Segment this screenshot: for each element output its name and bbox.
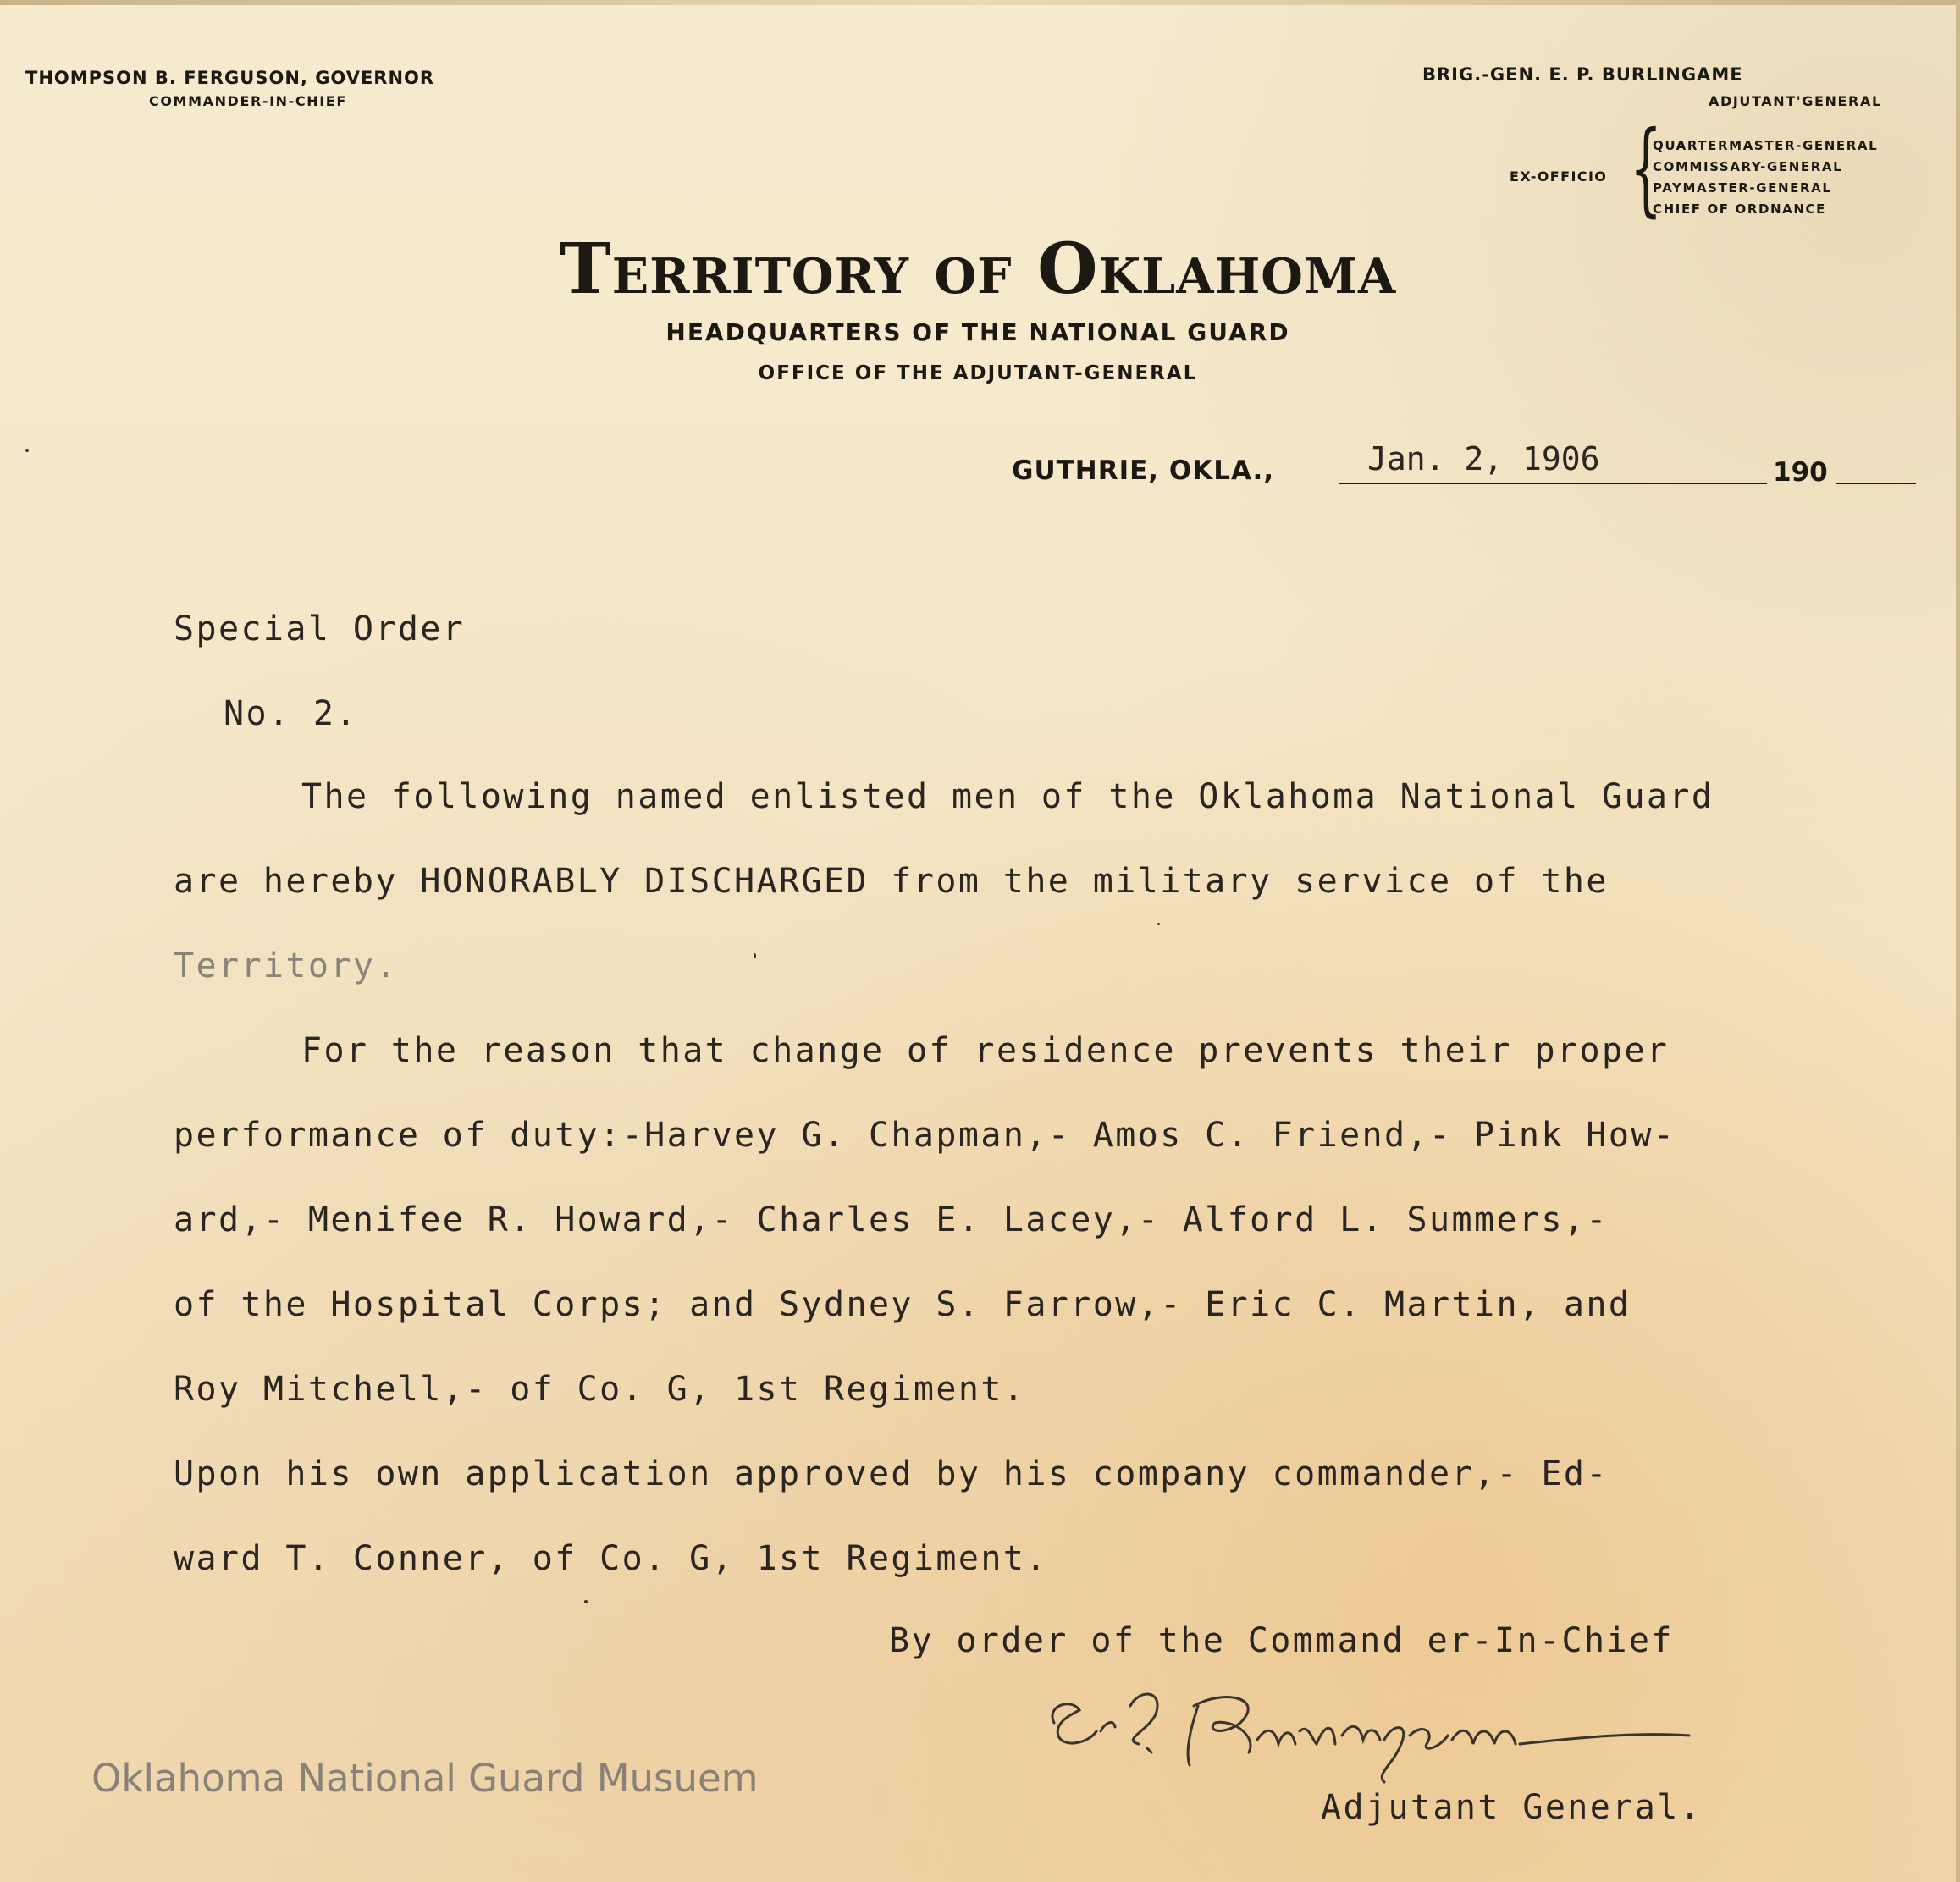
body-line: Roy Mitchell,- of Co. G, 1st Regiment.	[174, 1370, 1026, 1409]
dateline-place: GUTHRIE, OKLA.,	[1012, 455, 1275, 486]
by-order-line: By order of the Command er-In-Chief	[889, 1621, 1674, 1660]
signature	[1020, 1672, 1748, 1791]
body-line: performance of duty:-Harvey G. Chapman,- Amos C. Friend,- Pink How-	[174, 1116, 1676, 1155]
general-title: ADJUTANT'GENERAL	[1709, 93, 1882, 109]
ex-officio-role: PAYMASTER-GENERAL	[1653, 180, 1832, 196]
body-line: The following named enlisted men of the Oklahoma National Guard	[301, 777, 1714, 816]
dateline-date: Jan. 2, 1906	[1367, 440, 1600, 477]
governor-title: COMMANDER-IN-CHIEF	[149, 93, 347, 109]
paper-top-edge	[0, 0, 1960, 5]
body-line: are hereby HONORABLY DISCHARGED from the military service of the	[174, 862, 1609, 901]
order-number: No. 2.	[224, 694, 358, 733]
paper-speck	[25, 449, 29, 452]
body-line: ard,- Menifee R. Howard,- Charles E. Lacey,- Alford L. Summers,-	[174, 1200, 1609, 1239]
paper-right-edge	[1956, 0, 1960, 1882]
body-line: ward T. Conner, of Co. G, 1st Regiment.	[174, 1539, 1048, 1578]
year-underline	[1836, 483, 1916, 484]
letterhead-subtitle: HEADQUARTERS OF THE NATIONAL GUARD	[665, 318, 1290, 346]
governor-name: THOMPSON B. FERGUSON, GOVERNOR	[25, 68, 435, 88]
curly-brace-icon: {	[1630, 110, 1663, 228]
letterhead-title: Territory of Oklahoma	[559, 229, 1397, 310]
ex-officio-role: CHIEF OF ORDNANCE	[1653, 201, 1827, 217]
body-line: Upon his own application approved by his company commander,- Ed-	[174, 1454, 1609, 1493]
museum-watermark: Oklahoma National Guard Musuem	[91, 1756, 759, 1801]
body-line: For the reason that change of residence prevents their proper	[301, 1031, 1670, 1070]
signer-title: Adjutant General.	[1321, 1788, 1703, 1827]
letterhead-office: OFFICE OF THE ADJUTANT-GENERAL	[758, 362, 1198, 384]
ex-officio-role: QUARTERMASTER-GENERAL	[1653, 138, 1879, 153]
ex-officio-roles	[1653, 135, 1878, 220]
order-title: Special Order	[174, 610, 466, 648]
general-name: BRIG.-GEN. E. P. BURLINGAME	[1422, 64, 1743, 85]
paper-speck	[1157, 923, 1160, 925]
ex-officio-role: COMMISSARY-GENERAL	[1653, 159, 1843, 174]
body-line: of the Hospital Corps; and Sydney S. Farrow,- Eric C. Martin, and	[174, 1285, 1631, 1324]
paper-speck	[754, 953, 756, 958]
body-line: Territory.	[174, 947, 398, 985]
ex-officio-label: EX-OFFICIO	[1510, 168, 1608, 185]
date-underline	[1339, 483, 1767, 484]
dateline-year-prefix: 190	[1773, 457, 1828, 488]
paper-speck	[584, 1600, 588, 1603]
